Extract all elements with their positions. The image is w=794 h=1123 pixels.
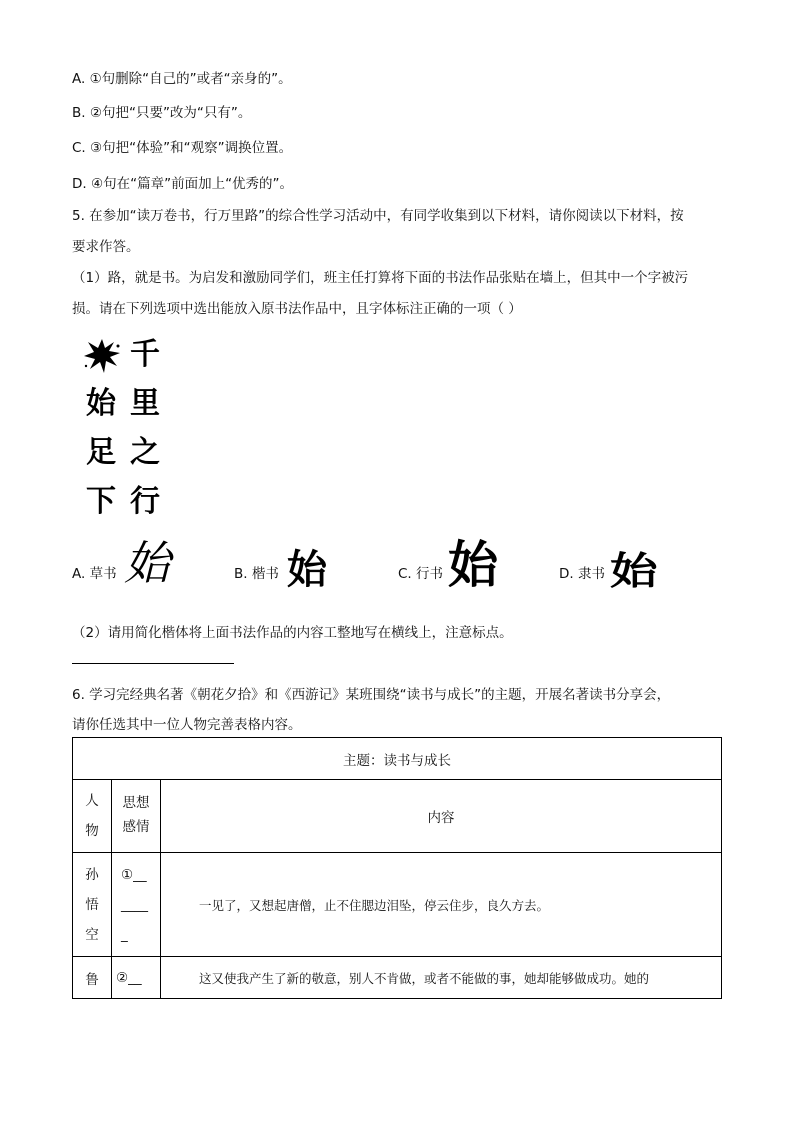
row-content: 这又使我产生了新的敬意，别人不肯做，或者不能做的事，她却能够做成功。她的 [161,957,722,999]
q5-sub1-line2: 损。请在下列选项中选出能放入原书法作品中，且字体标注正确的一项（ ） [72,301,522,317]
choice-d-label: D. 隶书 [559,566,605,582]
table-title: 主题：读书与成长 [73,738,722,780]
row-feeling-text: ①_______ [121,866,148,943]
choice-b-glyph: 始 [287,546,327,593]
option-d: D. ④句在“篇章”前面加上“优秀的”。 [72,176,294,192]
ink-stain-icon [82,336,122,376]
option-c: C. ③句把“体验”和“观察”调换位置。 [72,140,293,156]
calligraphy-char: 足 [86,435,116,470]
row-person [73,853,112,957]
calligraphy-char: 之 [130,435,160,470]
choice-c-label: C. 行书 [398,566,444,582]
option-a: A. ①句删除“自己的”或者“亲身的”。 [72,71,292,87]
header-person-text: 人物 [85,793,99,839]
option-b: B. ②句把“只要”改为“只有”。 [72,105,252,121]
calligraphy-char: 下 [86,484,116,519]
row-person-text: 孙悟空 [85,866,99,943]
reading-table [72,737,722,999]
q6-stem-line1: 6. 学习完经典名著《朝花夕拾》和《西游记》某班围绕“读书与成长”的主题，开展名著读书分享会， [72,687,671,703]
choice-b-label: B. 楷书 [234,566,279,582]
row-person: 鲁 [73,957,112,999]
choice-c-glyph: 始 [448,535,498,594]
choice-a-label: A. 草书 [72,566,117,582]
q6-stem-line2: 请你任选其中一位人物完善表格内容。 [72,717,302,733]
header-feeling [112,780,161,853]
q5-stem-line2: 要求作答。 [72,239,140,255]
calligraphy-char: 里 [130,386,160,421]
q5-sub1-line1: （1）路，就是书。为启发和激励同学们，班主任打算将下面的书法作品张贴在墙上，但其中一个字被污 [72,270,689,286]
header-feeling-text: 思想感情 [122,794,150,835]
header-content: 内容 [161,780,722,853]
row-content: 一见了，又想起唐僧，止不住腮边泪坠，停云住步，良久方去。 [161,853,722,957]
q5-stem-line1: 5. 在参加“读万卷书，行万里路”的综合性学习活动中，有同学收集到以下材料，请你阅读以下材料，按 [72,208,684,224]
answer-blank-line[interactable] [72,663,234,664]
q5-sub2: （2）请用简化楷体将上面书法作品的内容工整地写在横线上，注意标点。 [72,625,513,641]
row-feeling[interactable] [112,853,161,957]
choice-d-glyph: 始 [610,548,658,593]
calligraphy-char: 千 [130,337,160,372]
calligraphy-char: 行 [130,484,160,519]
choice-a-glyph: 始 [124,536,170,590]
header-person [73,780,112,853]
calligraphy-char: 始 [86,386,116,421]
row-feeling[interactable]: ②__ [112,957,161,999]
